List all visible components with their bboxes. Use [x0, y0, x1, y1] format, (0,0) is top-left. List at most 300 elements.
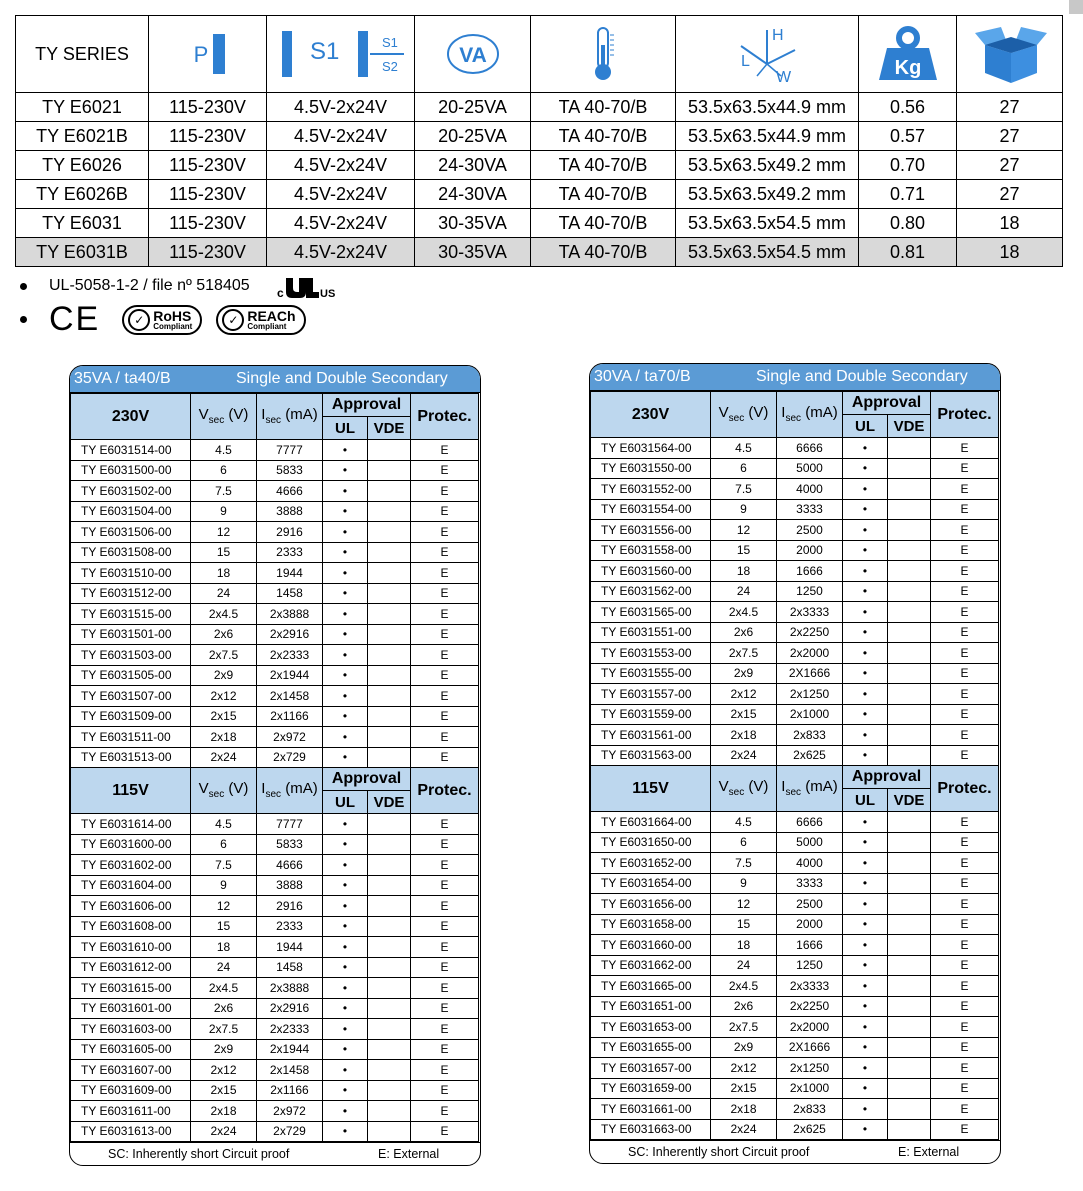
product-cell-vsec: 2x6 [711, 996, 777, 1017]
product-cell-vsec: 2x15 [711, 704, 777, 725]
product-cell-ul: • [843, 832, 888, 853]
product-row [591, 1058, 999, 1079]
product-cell-code: TY E6031554-00 [591, 499, 711, 520]
product-row [591, 1099, 999, 1120]
product-cell-ul: • [843, 853, 888, 874]
product-cell-vde [888, 581, 931, 602]
power-header [415, 16, 531, 93]
ul-us-mark: US [319, 288, 335, 300]
product-cell-ul: • [843, 914, 888, 935]
product-cell-vde [368, 481, 411, 502]
product-cell-isec: 4000 [777, 479, 843, 500]
product-cell-protec: E [931, 996, 999, 1017]
product-cell-code: TY E6031602-00 [71, 855, 191, 876]
primary-letter: P [193, 42, 208, 67]
product-cell-vsec: 2x24 [191, 747, 257, 768]
product-cell-vsec: 2x12 [191, 1060, 257, 1081]
protec-header: Protec. [931, 392, 999, 438]
series-row [16, 209, 1063, 238]
check-icon: ✓ [128, 309, 150, 331]
isec-unit: (mA) [281, 406, 318, 423]
product-cell-vde [888, 479, 931, 500]
product-cell-isec: 2x3333 [777, 602, 843, 623]
product-cell-vde [368, 896, 411, 917]
product-cell-protec: E [931, 1017, 999, 1038]
panel-footer [590, 1140, 1000, 1163]
product-cell-isec: 2x3333 [777, 976, 843, 997]
product-cell-vde [888, 1099, 931, 1120]
product-row [71, 706, 479, 727]
product-cell-vsec: 2x24 [191, 1121, 257, 1142]
product-cell-ul: • [843, 1078, 888, 1099]
product-cell-ul: • [843, 704, 888, 725]
product-cell-code: TY E6031501-00 [71, 624, 191, 645]
product-cell-vsec: 24 [191, 583, 257, 604]
product-cell-ul: • [323, 706, 368, 727]
series-cell-secondary: 4.5V-2x24V [267, 180, 415, 209]
product-cell-ul: • [843, 643, 888, 664]
product-cell-vde [368, 460, 411, 481]
product-cell-protec: E [931, 622, 999, 643]
product-cell-protec: E [931, 499, 999, 520]
product-row [591, 812, 999, 833]
panel-title-bar [590, 364, 1000, 391]
series-cell-dims: 53.5x63.5x44.9 mm [676, 122, 859, 151]
product-row [71, 542, 479, 563]
product-cell-protec: E [411, 706, 479, 727]
product-cell-ul: • [843, 1119, 888, 1140]
product-cell-ul: • [843, 663, 888, 684]
product-cell-ul: • [323, 896, 368, 917]
vde-header: VDE [368, 417, 411, 440]
product-row [591, 1017, 999, 1038]
product-cell-vde [368, 501, 411, 522]
product-cell-ul: • [843, 581, 888, 602]
product-cell-vsec: 7.5 [711, 479, 777, 500]
ul-header: UL [843, 415, 888, 438]
rohs-badge [122, 305, 202, 335]
series-label: TY SERIES [16, 16, 149, 93]
product-cell-isec: 2x1458 [257, 686, 323, 707]
product-cell-protec: E [931, 643, 999, 664]
product-cell-code: TY E6031659-00 [591, 1078, 711, 1099]
product-cell-protec: E [411, 855, 479, 876]
series-cell-weight: 0.57 [859, 122, 957, 151]
product-cell-vsec: 2x7.5 [711, 1017, 777, 1038]
product-cell-vde [368, 624, 411, 645]
product-cell-protec: E [931, 832, 999, 853]
product-row [71, 481, 479, 502]
product-table [70, 393, 479, 1142]
product-cell-ul: • [323, 834, 368, 855]
product-cell-protec: E [411, 916, 479, 937]
product-cell-protec: E [411, 604, 479, 625]
product-cell-protec: E [411, 814, 479, 835]
product-cell-vde [888, 1058, 931, 1079]
product-cell-isec: 2x1250 [777, 1058, 843, 1079]
product-cell-ul: • [843, 1017, 888, 1038]
product-cell-code: TY E6031652-00 [591, 853, 711, 874]
series-cell-weight: 0.71 [859, 180, 957, 209]
series-cell-secondary: 4.5V-2x24V [267, 151, 415, 180]
product-cell-vsec: 12 [191, 522, 257, 543]
kg-label: Kg [894, 57, 921, 79]
panel-35va [69, 365, 481, 1166]
product-cell-ul: • [843, 725, 888, 746]
series-cell-qty: 27 [957, 151, 1063, 180]
product-row [591, 540, 999, 561]
series-table [15, 15, 1063, 267]
product-cell-code: TY E6031514-00 [71, 440, 191, 461]
series-header-row [16, 16, 1063, 93]
footer-sc-note: SC: Inherently short Circuit proof [108, 1147, 290, 1161]
product-cell-ul: • [323, 1060, 368, 1081]
product-cell-ul: • [323, 686, 368, 707]
product-cell-isec: 3333 [777, 873, 843, 894]
product-cell-ul: • [323, 460, 368, 481]
product-cell-vsec: 2x12 [711, 1058, 777, 1079]
ul-header: UL [323, 791, 368, 814]
group-voltage: 115V [71, 768, 191, 814]
product-cell-vsec: 6 [191, 460, 257, 481]
product-row [71, 957, 479, 978]
product-row [71, 727, 479, 748]
product-cell-code: TY E6031503-00 [71, 645, 191, 666]
product-cell-vsec: 6 [711, 832, 777, 853]
product-row [71, 1060, 479, 1081]
panel-30va [589, 363, 1001, 1164]
product-row [591, 745, 999, 766]
product-cell-ul: • [843, 561, 888, 582]
product-row [71, 916, 479, 937]
group-voltage: 230V [591, 392, 711, 438]
series-cell-model: TY E6026 [16, 151, 149, 180]
product-cell-isec: 2x729 [257, 1121, 323, 1142]
vsec-symbol: V [198, 780, 209, 797]
product-row [71, 1101, 479, 1122]
product-cell-ul: • [323, 855, 368, 876]
product-cell-code: TY E6031552-00 [591, 479, 711, 500]
product-cell-vsec: 12 [711, 894, 777, 915]
series-cell-dims: 53.5x63.5x49.2 mm [676, 180, 859, 209]
ul-cert-text: UL-5058-1-2 / file nº 518405 [49, 277, 250, 294]
product-cell-code: TY E6031560-00 [591, 561, 711, 582]
product-cell-ul: • [323, 875, 368, 896]
product-cell-isec: 2x833 [777, 1099, 843, 1120]
reach-label: REACh [247, 307, 296, 324]
product-cell-vde [368, 937, 411, 958]
series-cell-primary: 115-230V [149, 180, 267, 209]
ce-cert-line [20, 300, 306, 339]
product-cell-code: TY E6031506-00 [71, 522, 191, 543]
secondary-voltage-header [267, 16, 415, 93]
vde-header: VDE [888, 415, 931, 438]
product-cell-vde [888, 643, 931, 664]
series-cell-primary: 115-230V [149, 209, 267, 238]
ul-header: UL [843, 789, 888, 812]
product-row [591, 581, 999, 602]
dim-w-label: W [776, 69, 792, 84]
product-cell-vsec: 2x12 [711, 684, 777, 705]
product-row [591, 853, 999, 874]
product-cell-isec: 2500 [777, 894, 843, 915]
dimensions-header [676, 16, 859, 93]
product-cell-code: TY E6031658-00 [591, 914, 711, 935]
product-cell-vsec: 7.5 [191, 481, 257, 502]
panel-rating: 35VA / ta40/B [74, 370, 171, 387]
s1-big-label: S1 [309, 38, 339, 65]
product-cell-isec: 2x2250 [777, 996, 843, 1017]
product-cell-protec: E [411, 563, 479, 584]
product-row [71, 1039, 479, 1060]
product-row [71, 1121, 479, 1142]
series-cell-dims: 53.5x63.5x44.9 mm [676, 93, 859, 122]
product-cell-protec: E [411, 747, 479, 768]
product-cell-code: TY E6031565-00 [591, 602, 711, 623]
product-cell-code: TY E6031559-00 [591, 704, 711, 725]
product-cell-code: TY E6031665-00 [591, 976, 711, 997]
product-cell-isec: 1250 [777, 955, 843, 976]
product-cell-ul: • [843, 684, 888, 705]
product-cell-code: TY E6031606-00 [71, 896, 191, 917]
series-cell-primary: 115-230V [149, 238, 267, 267]
dim-h-label: H [772, 27, 784, 44]
product-cell-protec: E [931, 725, 999, 746]
product-cell-vsec: 7.5 [711, 853, 777, 874]
product-cell-vsec: 2x18 [711, 1099, 777, 1120]
group-header-row [71, 768, 479, 791]
product-row [71, 1080, 479, 1101]
product-cell-protec: E [411, 522, 479, 543]
series-cell-power: 30-35VA [415, 238, 531, 267]
product-cell-isec: 3333 [777, 499, 843, 520]
product-cell-ul: • [323, 978, 368, 999]
product-cell-isec: 2x1000 [777, 1078, 843, 1099]
product-cell-isec: 4666 [257, 855, 323, 876]
product-cell-code: TY E6031600-00 [71, 834, 191, 855]
series-cell-qty: 18 [957, 238, 1063, 267]
product-cell-protec: E [411, 1019, 479, 1040]
product-cell-vsec: 6 [711, 458, 777, 479]
series-cell-model: TY E6031B [16, 238, 149, 267]
protec-header: Protec. [931, 766, 999, 812]
product-cell-ul: • [843, 873, 888, 894]
product-cell-ul: • [323, 998, 368, 1019]
product-row [71, 563, 479, 584]
product-cell-protec: E [931, 561, 999, 582]
product-cell-code: TY E6031563-00 [591, 745, 711, 766]
product-cell-protec: E [931, 479, 999, 500]
product-cell-ul: • [323, 1080, 368, 1101]
product-row [71, 624, 479, 645]
vsec-symbol: V [718, 778, 729, 795]
product-cell-vde [368, 706, 411, 727]
series-cell-temp: TA 40-70/B [531, 122, 676, 151]
product-cell-vde [888, 458, 931, 479]
product-cell-vsec: 18 [191, 563, 257, 584]
product-row [71, 978, 479, 999]
product-cell-vsec: 2x9 [191, 665, 257, 686]
product-cell-ul: • [843, 894, 888, 915]
product-cell-code: TY E6031507-00 [71, 686, 191, 707]
product-row [591, 873, 999, 894]
isec-symbol: I [261, 780, 266, 797]
product-cell-isec: 2x625 [777, 1119, 843, 1140]
product-row [71, 834, 479, 855]
product-cell-code: TY E6031655-00 [591, 1037, 711, 1058]
product-cell-vde [368, 747, 411, 768]
product-row [591, 832, 999, 853]
product-cell-ul: • [323, 957, 368, 978]
series-cell-temp: TA 40-70/B [531, 151, 676, 180]
product-cell-protec: E [411, 645, 479, 666]
approval-header: Approval [323, 394, 411, 417]
product-cell-isec: 2000 [777, 914, 843, 935]
series-row [16, 93, 1063, 122]
dimensions-icon [727, 24, 807, 84]
product-table [590, 391, 999, 1140]
product-row [591, 996, 999, 1017]
bullet [20, 283, 27, 290]
series-row [16, 180, 1063, 209]
footer-sc-note: SC: Inherently short Circuit proof [628, 1145, 810, 1159]
isec-header [257, 768, 323, 814]
product-cell-code: TY E6031662-00 [591, 955, 711, 976]
product-cell-isec: 1458 [257, 957, 323, 978]
product-cell-vsec: 2x24 [711, 745, 777, 766]
product-cell-protec: E [931, 853, 999, 874]
product-cell-protec: E [931, 812, 999, 833]
product-cell-ul: • [323, 937, 368, 958]
product-cell-code: TY E6031611-00 [71, 1101, 191, 1122]
product-cell-ul: • [323, 1121, 368, 1142]
product-cell-isec: 2x729 [257, 747, 323, 768]
product-cell-code: TY E6031664-00 [591, 812, 711, 833]
product-cell-code: TY E6031561-00 [591, 725, 711, 746]
product-cell-ul: • [843, 479, 888, 500]
series-cell-dims: 53.5x63.5x49.2 mm [676, 151, 859, 180]
product-cell-vsec: 2x15 [711, 1078, 777, 1099]
series-cell-power: 30-35VA [415, 209, 531, 238]
product-cell-protec: E [931, 745, 999, 766]
check-icon: ✓ [222, 309, 244, 331]
product-cell-protec: E [931, 1037, 999, 1058]
product-cell-ul: • [323, 747, 368, 768]
product-cell-vsec: 15 [711, 540, 777, 561]
product-cell-isec: 2333 [257, 542, 323, 563]
isec-symbol: I [261, 406, 266, 423]
product-cell-vsec: 7.5 [191, 855, 257, 876]
vsec-unit: (V) [744, 778, 769, 795]
product-cell-protec: E [411, 1121, 479, 1142]
series-cell-weight: 0.80 [859, 209, 957, 238]
product-cell-isec: 2x1944 [257, 1039, 323, 1060]
product-cell-ul: • [323, 604, 368, 625]
product-cell-vde [368, 686, 411, 707]
series-cell-primary: 115-230V [149, 151, 267, 180]
product-row [71, 583, 479, 604]
product-cell-vsec: 15 [191, 542, 257, 563]
product-cell-ul: • [323, 501, 368, 522]
product-cell-vde [888, 832, 931, 853]
product-cell-isec: 2000 [777, 540, 843, 561]
product-cell-ul: • [843, 955, 888, 976]
product-cell-vde [888, 561, 931, 582]
product-cell-vsec: 2x4.5 [711, 602, 777, 623]
series-cell-model: TY E6021B [16, 122, 149, 151]
product-cell-vde [888, 725, 931, 746]
product-cell-protec: E [931, 894, 999, 915]
product-cell-ul: • [323, 645, 368, 666]
series-row [16, 122, 1063, 151]
product-cell-ul: • [843, 996, 888, 1017]
product-cell-protec: E [411, 978, 479, 999]
product-cell-code: TY E6031604-00 [71, 875, 191, 896]
product-cell-isec: 1666 [777, 561, 843, 582]
product-cell-vsec: 2x6 [191, 624, 257, 645]
product-cell-vde [888, 853, 931, 874]
product-cell-vsec: 4.5 [191, 440, 257, 461]
product-cell-code: TY E6031564-00 [591, 438, 711, 459]
product-row [591, 894, 999, 915]
product-cell-code: TY E6031555-00 [591, 663, 711, 684]
ul-cert-line [20, 272, 344, 300]
series-cell-model: TY E6031 [16, 209, 149, 238]
product-cell-isec: 1458 [257, 583, 323, 604]
product-cell-isec: 2x1166 [257, 706, 323, 727]
product-cell-code: TY E6031558-00 [591, 540, 711, 561]
product-cell-isec: 1944 [257, 563, 323, 584]
product-cell-isec: 2x2916 [257, 624, 323, 645]
product-cell-code: TY E6031513-00 [71, 747, 191, 768]
product-cell-ul: • [323, 1101, 368, 1122]
product-cell-isec: 2x2333 [257, 1019, 323, 1040]
product-cell-protec: E [931, 602, 999, 623]
product-cell-vde [888, 499, 931, 520]
product-cell-vde [368, 1039, 411, 1060]
product-cell-code: TY E6031550-00 [591, 458, 711, 479]
product-cell-vde [368, 522, 411, 543]
product-row [591, 520, 999, 541]
isec-sub: sec [785, 787, 802, 798]
product-cell-isec: 7777 [257, 814, 323, 835]
product-cell-code: TY E6031556-00 [591, 520, 711, 541]
product-cell-vde [368, 916, 411, 937]
series-cell-power: 20-25VA [415, 93, 531, 122]
product-cell-ul: • [843, 812, 888, 833]
product-cell-vsec: 4.5 [191, 814, 257, 835]
product-cell-protec: E [931, 520, 999, 541]
series-cell-weight: 0.56 [859, 93, 957, 122]
series-cell-qty: 18 [957, 209, 1063, 238]
vsec-symbol: V [198, 406, 209, 423]
product-cell-isec: 3888 [257, 875, 323, 896]
product-cell-vde [368, 998, 411, 1019]
product-cell-vde [368, 604, 411, 625]
product-cell-protec: E [931, 1078, 999, 1099]
product-cell-vsec: 2x9 [711, 663, 777, 684]
product-cell-isec: 2333 [257, 916, 323, 937]
temperature-header [531, 16, 676, 93]
isec-unit: (mA) [801, 778, 838, 795]
series-row [16, 151, 1063, 180]
product-row [591, 499, 999, 520]
product-row [591, 479, 999, 500]
series-cell-secondary: 4.5V-2x24V [267, 238, 415, 267]
product-cell-vde [368, 440, 411, 461]
series-cell-power: 24-30VA [415, 151, 531, 180]
product-row [591, 663, 999, 684]
